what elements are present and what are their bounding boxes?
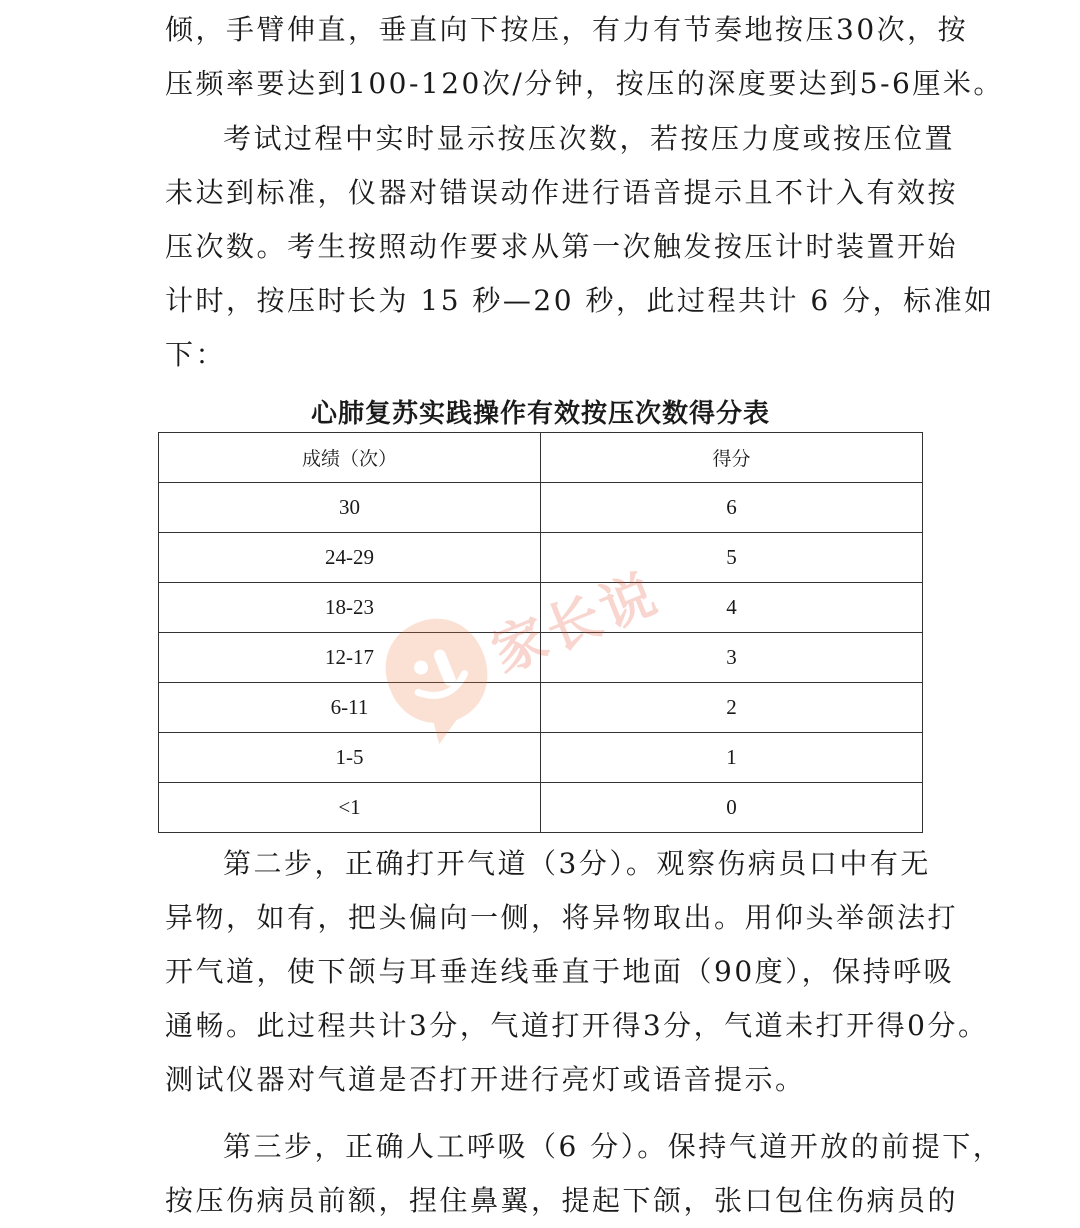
table-row (159, 783, 923, 833)
header-cell-score: 得分 (541, 433, 923, 483)
text-line: 按压伤病员前额，捏住鼻翼，提起下颌，张口包住伤病员的 (165, 1184, 959, 1217)
text-line: 考试过程中实时显示按压次数，若按压力度或按压位置 (223, 122, 956, 155)
table-title: 心肺复苏实践操作有效按压次数得分表 (310, 399, 770, 429)
cell-score: 5 (541, 533, 923, 583)
score-table (158, 432, 923, 833)
cell-score: 6 (541, 483, 923, 533)
paragraph-compression-continued (165, 3, 1004, 111)
text-line: 异物，如有，把头偏向一侧，将异物取出。用仰头举颌法打 (165, 901, 959, 934)
text-line: 第二步，正确打开气道（3分）。观察伤病员口中有无 (223, 847, 931, 880)
text-line: 计时，按压时长为 15 秒—20 秒，此过程共计 6 分，标准如 (165, 284, 995, 317)
text-line: 压频率要达到100-120次/分钟，按压的深度要达到5-6厘米。 (165, 67, 1004, 100)
cell-count: 30 (159, 483, 541, 533)
text-line: 压次数。考生按照动作要求从第一次触发按压计时装置开始 (165, 230, 959, 263)
cell-count: <1 (159, 783, 541, 833)
cell-score: 3 (541, 633, 923, 683)
cell-score: 0 (541, 783, 923, 833)
paragraph-step-two-airway (165, 837, 989, 1107)
text-line: 通畅。此过程共计3分，气道打开得3分，气道未打开得0分。 (165, 1009, 989, 1042)
table-row (159, 483, 923, 533)
table-row (159, 733, 923, 783)
cell-count: 12-17 (159, 633, 541, 683)
table-row (159, 683, 923, 733)
text-line: 倾，手臂伸直，垂直向下按压，有力有节奏地按压30次，按 (165, 13, 969, 46)
cell-count: 18-23 (159, 583, 541, 633)
watermark-text: 家长说 (483, 561, 669, 685)
text-line: 开气道，使下颌与耳垂连线垂直于地面（90度），保持呼吸 (165, 955, 955, 988)
text-line: 测试仪器对气道是否打开进行亮灯或语音提示。 (165, 1063, 806, 1096)
table-row (159, 583, 923, 633)
table-header-row (159, 433, 923, 483)
cell-count: 24-29 (159, 533, 541, 583)
text-line: 未达到标准，仪器对错误动作进行语音提示且不计入有效按 (165, 176, 959, 209)
paragraph-exam-process (165, 112, 995, 382)
table-row (159, 633, 923, 683)
text-line: 第三步，正确人工呼吸（6 分）。保持气道开放的前提下， (223, 1130, 1004, 1163)
text-line: 下： (165, 338, 227, 371)
cell-score: 2 (541, 683, 923, 733)
header-cell-count: 成绩（次） (159, 433, 541, 483)
paragraph-step-three-breathing (165, 1120, 1004, 1228)
cell-score: 4 (541, 583, 923, 633)
table-row (159, 533, 923, 583)
cell-count: 1-5 (159, 733, 541, 783)
cell-count: 6-11 (159, 683, 541, 733)
cell-score: 1 (541, 733, 923, 783)
